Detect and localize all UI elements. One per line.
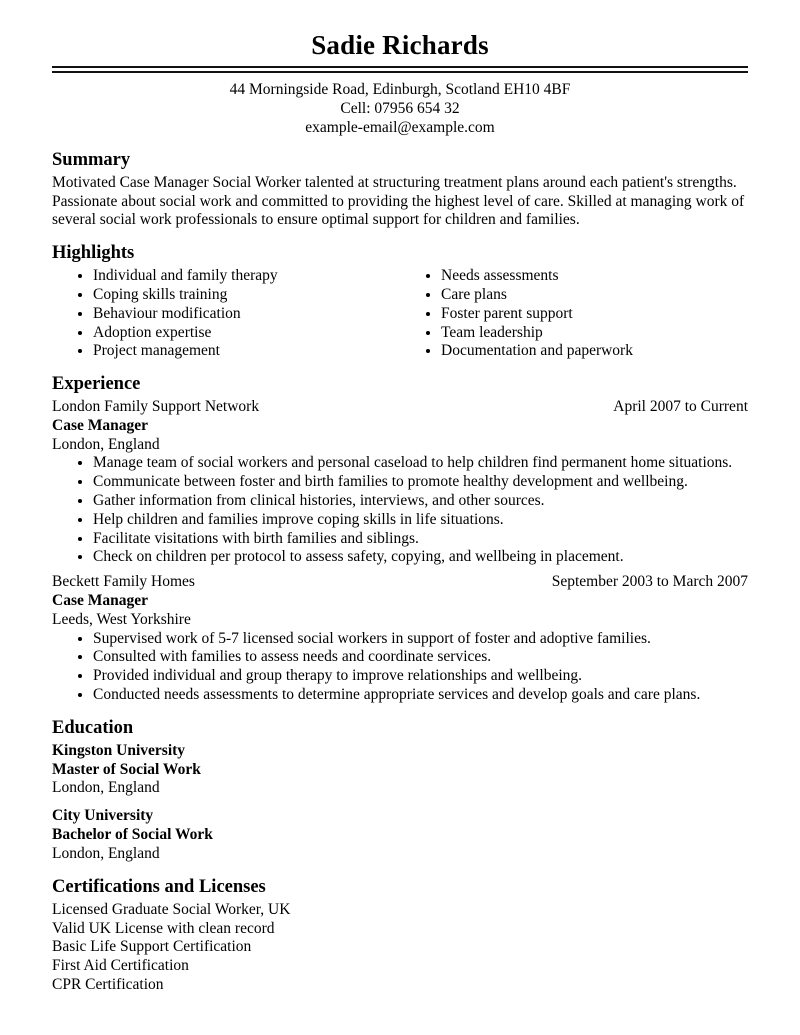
education-heading: Education: [52, 717, 134, 738]
contact-block: [52, 80, 748, 137]
certification-item: Valid UK License with clean record: [52, 919, 275, 937]
experience-entry: [52, 398, 748, 567]
contact-email: example-email@example.com: [305, 119, 495, 136]
highlight-item: • Documentation and paperwork: [441, 342, 748, 361]
highlights-column-right: [400, 267, 748, 361]
job-title: Case Manager: [52, 592, 148, 610]
job-dates: April 2007 to Current: [613, 398, 748, 416]
certification-item: Basic Life Support Certification: [52, 938, 252, 956]
job-duty: • Communicate between foster and birth families to promote healthy development and wellbeing.: [93, 473, 748, 492]
highlight-item: • Behaviour modification: [93, 305, 400, 324]
job-duties-list: [52, 630, 748, 705]
education-degree: Master of Social Work: [52, 760, 201, 778]
job-duty: • Consulted with families to assess needs and coordinate services.: [93, 648, 748, 667]
job-dates: September 2003 to March 2007: [551, 573, 748, 591]
contact-phone: Cell: 07956 654 32: [340, 100, 460, 117]
job-header-row: [52, 398, 748, 417]
job-duty: • Manage team of social workers and personal caseload to help children find permanent home situations.: [93, 454, 748, 473]
job-location: Leeds, West Yorkshire: [52, 610, 191, 628]
education-degree: Bachelor of Social Work: [52, 826, 213, 844]
job-header-row: [52, 573, 748, 592]
job-duty: • Provided individual and group therapy to improve relationships and wellbeing.: [93, 667, 748, 686]
experience-heading: Experience: [52, 374, 141, 395]
highlight-item: • Foster parent support: [441, 305, 748, 324]
highlight-item: • Project management: [93, 342, 400, 361]
certification-item: CPR Certification: [52, 976, 164, 994]
highlights-columns: [52, 267, 748, 361]
certifications-heading: Certifications and Licenses: [52, 876, 266, 897]
education-entry: [52, 807, 748, 863]
highlight-item: • Individual and family therapy: [93, 267, 400, 286]
job-duty: • Help children and families improve coping skills in life situations.: [93, 511, 748, 530]
education-location: London, England: [52, 779, 160, 797]
education-school: City University: [52, 807, 154, 825]
job-location: London, England: [52, 435, 160, 453]
summary-text: Motivated Case Manager Social Worker talented at structuring treatment plans around each patient's strengths. Passionate about social work and committed to providing the highest level of care. Skilled at managing work of several social work professionals to ensure optimal support for children and families.: [52, 174, 745, 229]
job-duty: • Conducted needs assessments to determine appropriate services and develop goals and care plans.: [93, 686, 748, 705]
education-section: [52, 718, 748, 864]
highlight-item: • Adoption expertise: [93, 324, 400, 343]
summary-heading: Summary: [52, 150, 131, 170]
job-duty: • Facilitate visitations with birth families and siblings.: [93, 530, 748, 549]
job-title: Case Manager: [52, 416, 148, 434]
certification-item: Licensed Graduate Social Worker, UK: [52, 900, 291, 918]
certifications-section: [52, 877, 748, 996]
highlight-item: • Team leadership: [441, 324, 748, 343]
contact-address: 44 Morningside Road, Edinburgh, Scotland EH10 4BF: [229, 81, 571, 98]
education-entry: [52, 742, 748, 798]
job-company: London Family Support Network: [52, 398, 260, 416]
resume-header: [52, 30, 748, 137]
experience-section: [52, 374, 748, 705]
highlights-column-left: [52, 267, 400, 361]
job-duties-list: [52, 454, 748, 567]
job-duty: • Supervised work of 5-7 licensed social workers in support of foster and adoptive families.: [93, 630, 748, 649]
job-company: Beckett Family Homes: [52, 573, 195, 591]
resume-name: Sadie Richards: [311, 30, 489, 60]
highlights-section: [52, 243, 748, 361]
experience-entry: [52, 573, 748, 705]
highlight-item: • Care plans: [441, 286, 748, 305]
highlights-heading: Highlights: [52, 243, 135, 264]
highlight-item: • Coping skills training: [93, 286, 400, 305]
job-duty: • Check on children per protocol to assess safety, copying, and wellbeing in placement.: [93, 548, 748, 567]
job-duty: • Gather information from clinical histories, interviews, and other sources.: [93, 492, 748, 511]
education-location: London, England: [52, 844, 160, 862]
certification-item: First Aid Certification: [52, 957, 189, 975]
highlight-item: • Needs assessments: [441, 267, 748, 286]
summary-section: [52, 150, 748, 230]
header-divider-rule: [52, 66, 748, 73]
education-school: Kingston University: [52, 741, 186, 759]
